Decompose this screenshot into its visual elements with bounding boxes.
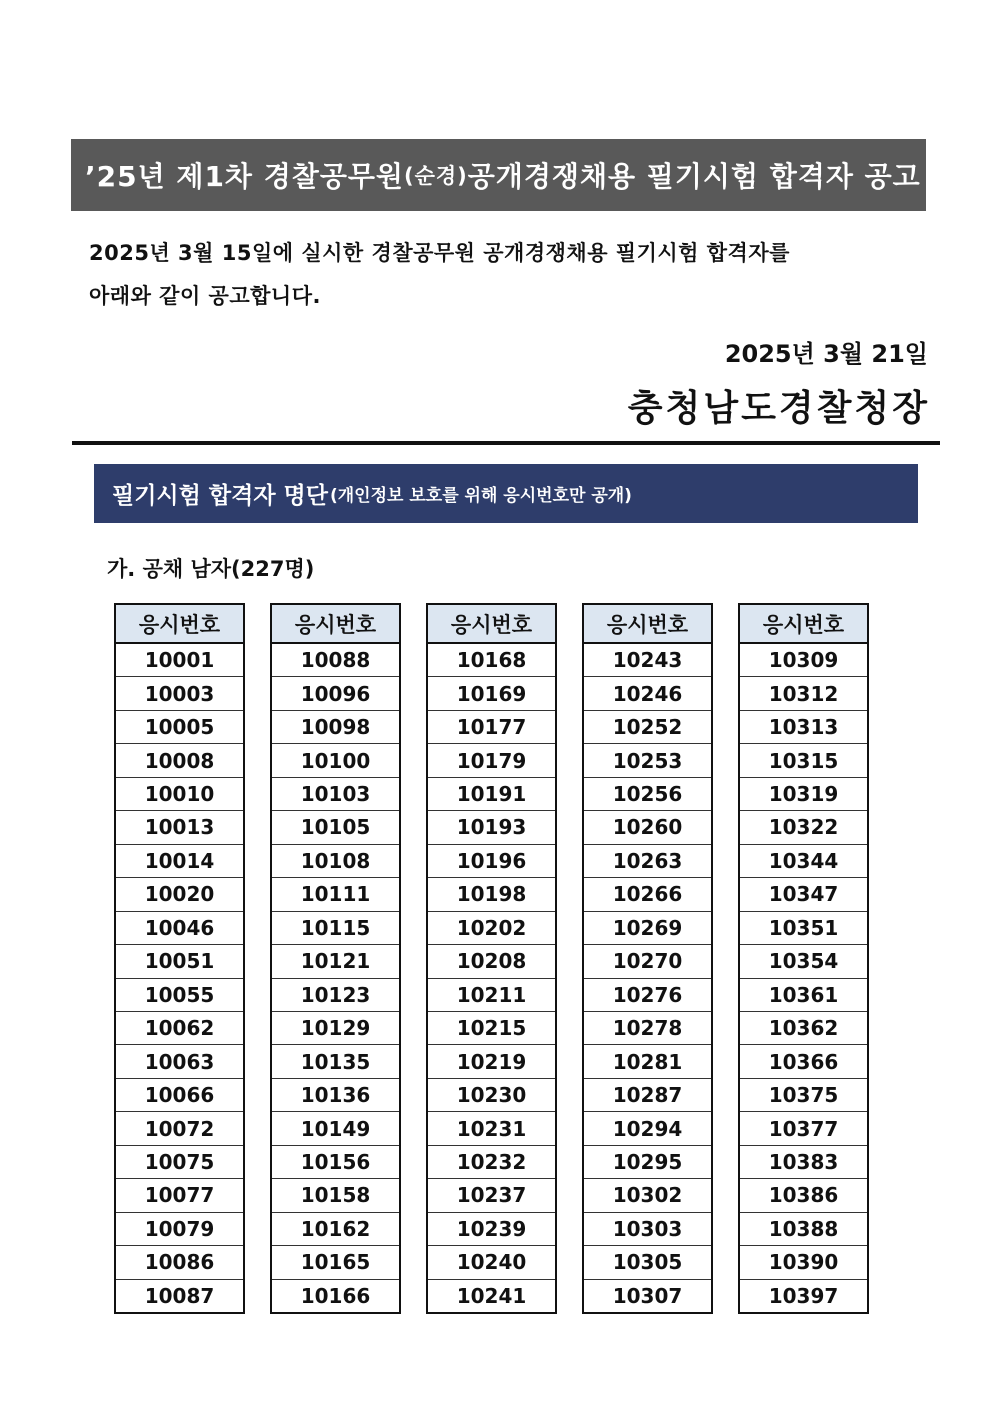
candidate-number-cell: 10383 bbox=[740, 1146, 867, 1179]
candidate-number-cell: 10123 bbox=[272, 979, 399, 1012]
candidate-number-cell: 10166 bbox=[300, 1283, 371, 1308]
candidate-number-cell: 10135 bbox=[272, 1045, 399, 1078]
candidate-number-cell: 10312 bbox=[740, 677, 867, 710]
candidate-number-cell: 10309 bbox=[740, 644, 867, 677]
candidate-number-cell: 10232 bbox=[428, 1146, 555, 1179]
candidate-number-cell: 10005 bbox=[116, 711, 243, 744]
candidate-number-cell: 10121 bbox=[272, 945, 399, 978]
candidate-number-cell: 10315 bbox=[740, 744, 867, 777]
table-header: 응시번호 bbox=[584, 605, 711, 644]
candidate-number-cell: 10162 bbox=[272, 1213, 399, 1246]
candidate-number-cell: 10219 bbox=[428, 1045, 555, 1078]
candidate-number-cell: 10075 bbox=[116, 1146, 243, 1179]
candidate-number-cell: 10077 bbox=[116, 1179, 243, 1212]
candidate-number-cell: 10278 bbox=[584, 1012, 711, 1045]
candidate-number-cell: 10051 bbox=[116, 945, 243, 978]
issuer-name: 충청남도경찰청장 bbox=[627, 387, 930, 429]
candidate-number-cell: 10087 bbox=[144, 1283, 215, 1308]
candidate-number-cell: 10191 bbox=[428, 778, 555, 811]
candidate-number-cell: 10294 bbox=[584, 1112, 711, 1145]
section-note: (개인정보 보호를 위해 응시번호만 공개) bbox=[329, 486, 632, 506]
candidate-number-cell: 10215 bbox=[428, 1012, 555, 1045]
candidate-number-cell: 10319 bbox=[740, 778, 867, 811]
candidate-number-cell: 10377 bbox=[740, 1112, 867, 1145]
candidate-number-cell: 10108 bbox=[272, 845, 399, 878]
candidate-number-cell: 10055 bbox=[116, 979, 243, 1012]
candidate-number-cell: 10313 bbox=[740, 711, 867, 744]
candidate-number-cell: 10305 bbox=[584, 1246, 711, 1279]
candidate-number-cell: 10202 bbox=[428, 912, 555, 945]
candidate-number-cell: 10098 bbox=[272, 711, 399, 744]
candidate-number-cell: 10243 bbox=[584, 644, 711, 677]
candidate-number-cell: 10208 bbox=[428, 945, 555, 978]
candidate-number-cell: 10287 bbox=[584, 1079, 711, 1112]
candidate-number-cell: 10001 bbox=[116, 644, 243, 677]
candidate-number-cell: 10013 bbox=[116, 811, 243, 844]
candidate-number-cell: 10386 bbox=[740, 1179, 867, 1212]
candidate-number-cell: 10111 bbox=[272, 878, 399, 911]
candidate-number-cell: 10361 bbox=[740, 979, 867, 1012]
candidate-number-cell: 10063 bbox=[116, 1045, 243, 1078]
notice-title-rest: 공개경쟁채용 필기시험 합격자 공고 bbox=[467, 160, 921, 193]
candidate-number-cell: 10046 bbox=[116, 912, 243, 945]
number-table-2 bbox=[270, 603, 401, 1314]
candidate-number-cell: 10020 bbox=[116, 878, 243, 911]
candidate-number-cell: 10347 bbox=[740, 878, 867, 911]
divider-rule bbox=[72, 441, 940, 445]
candidate-number-cell: 10165 bbox=[272, 1246, 399, 1279]
candidate-number-cell: 10168 bbox=[428, 644, 555, 677]
candidate-number-cell: 10169 bbox=[428, 677, 555, 710]
number-table-3 bbox=[426, 603, 557, 1314]
candidate-number-cell: 10276 bbox=[584, 979, 711, 1012]
candidate-number-cell: 10179 bbox=[428, 744, 555, 777]
candidate-number-cell: 10303 bbox=[584, 1213, 711, 1246]
candidate-number-cell: 10156 bbox=[272, 1146, 399, 1179]
candidate-number-cell: 10252 bbox=[584, 711, 711, 744]
candidate-number-cell: 10253 bbox=[584, 744, 711, 777]
candidate-number-cell: 10390 bbox=[740, 1246, 867, 1279]
list-subheading: 가. 공채 남자(227명) bbox=[107, 557, 315, 581]
candidate-number-cell: 10196 bbox=[428, 845, 555, 878]
candidate-number-cell: 10269 bbox=[584, 912, 711, 945]
candidate-number-cell: 10231 bbox=[428, 1112, 555, 1145]
candidate-number-cell: 10375 bbox=[740, 1079, 867, 1112]
table-header: 응시번호 bbox=[428, 605, 555, 644]
number-table-1 bbox=[114, 603, 245, 1314]
candidate-number-cell: 10239 bbox=[428, 1213, 555, 1246]
candidate-number-cell: 10177 bbox=[428, 711, 555, 744]
section-title: 필기시험 합격자 명단 bbox=[112, 483, 328, 509]
candidate-number-cell: 10086 bbox=[116, 1246, 243, 1279]
candidate-number-cell: 10088 bbox=[272, 644, 399, 677]
candidate-number-cell: 10388 bbox=[740, 1213, 867, 1246]
candidate-number-cell: 10129 bbox=[272, 1012, 399, 1045]
candidate-number-cell: 10003 bbox=[116, 677, 243, 710]
candidate-number-cell: 10136 bbox=[272, 1079, 399, 1112]
section-header bbox=[94, 464, 918, 523]
notice-title-main: ’25년 제1차 경찰공무원 bbox=[85, 160, 404, 193]
candidate-number-cell: 10263 bbox=[584, 845, 711, 878]
candidate-number-cell: 10240 bbox=[428, 1246, 555, 1279]
candidate-number-cell: 10295 bbox=[584, 1146, 711, 1179]
candidate-number-cell: 10266 bbox=[584, 878, 711, 911]
candidate-number-cell: 10246 bbox=[584, 677, 711, 710]
candidate-number-cell: 10072 bbox=[116, 1112, 243, 1145]
candidate-number-cell: 10241 bbox=[456, 1283, 527, 1308]
notice-title bbox=[71, 139, 926, 211]
candidate-number-cell: 10237 bbox=[428, 1179, 555, 1212]
candidate-number-cell: 10008 bbox=[116, 744, 243, 777]
candidate-number-cell: 10322 bbox=[740, 811, 867, 844]
candidate-number-cell: 10260 bbox=[584, 811, 711, 844]
candidate-number-cell: 10281 bbox=[584, 1045, 711, 1078]
notice-title-paren: (순경) bbox=[403, 164, 468, 188]
candidate-number-cell: 10211 bbox=[428, 979, 555, 1012]
candidate-number-cell: 10010 bbox=[116, 778, 243, 811]
candidate-number-cell: 10362 bbox=[740, 1012, 867, 1045]
candidate-number-cell: 10193 bbox=[428, 811, 555, 844]
candidate-number-cell: 10149 bbox=[272, 1112, 399, 1145]
candidate-number-cell: 10230 bbox=[428, 1079, 555, 1112]
candidate-number-cell: 10270 bbox=[584, 945, 711, 978]
candidate-number-cell: 10079 bbox=[116, 1213, 243, 1246]
candidate-number-cell: 10066 bbox=[116, 1079, 243, 1112]
table-header: 응시번호 bbox=[272, 605, 399, 644]
intro-line-2: 아래와 같이 공고합니다. bbox=[89, 284, 321, 308]
candidate-number-cell: 10351 bbox=[740, 912, 867, 945]
candidate-number-cell: 10096 bbox=[272, 677, 399, 710]
candidate-number-cell: 10256 bbox=[584, 778, 711, 811]
intro-paragraph bbox=[89, 232, 919, 318]
candidate-number-cell: 10103 bbox=[272, 778, 399, 811]
candidate-number-cell: 10158 bbox=[272, 1179, 399, 1212]
candidate-number-cell: 10105 bbox=[272, 811, 399, 844]
candidate-number-cell: 10100 bbox=[272, 744, 399, 777]
candidate-number-cell: 10014 bbox=[116, 845, 243, 878]
number-table-4 bbox=[582, 603, 713, 1314]
candidate-number-cell: 10344 bbox=[740, 845, 867, 878]
notice-date: 2025년 3월 21일 bbox=[724, 340, 928, 368]
candidate-number-cell: 10397 bbox=[768, 1283, 839, 1308]
intro-line-1: 2025년 3월 15일에 실시한 경찰공무원 공개경쟁채용 필기시험 합격자를 bbox=[89, 241, 790, 265]
candidate-number-cell: 10354 bbox=[740, 945, 867, 978]
candidate-number-cell: 10307 bbox=[612, 1283, 683, 1308]
candidate-number-cell: 10198 bbox=[428, 878, 555, 911]
table-header: 응시번호 bbox=[116, 605, 243, 644]
candidate-number-cell: 10302 bbox=[584, 1179, 711, 1212]
number-table-5 bbox=[738, 603, 869, 1314]
candidate-number-cell: 10062 bbox=[116, 1012, 243, 1045]
table-header: 응시번호 bbox=[740, 605, 867, 644]
candidate-number-cell: 10115 bbox=[272, 912, 399, 945]
candidate-number-cell: 10366 bbox=[740, 1045, 867, 1078]
